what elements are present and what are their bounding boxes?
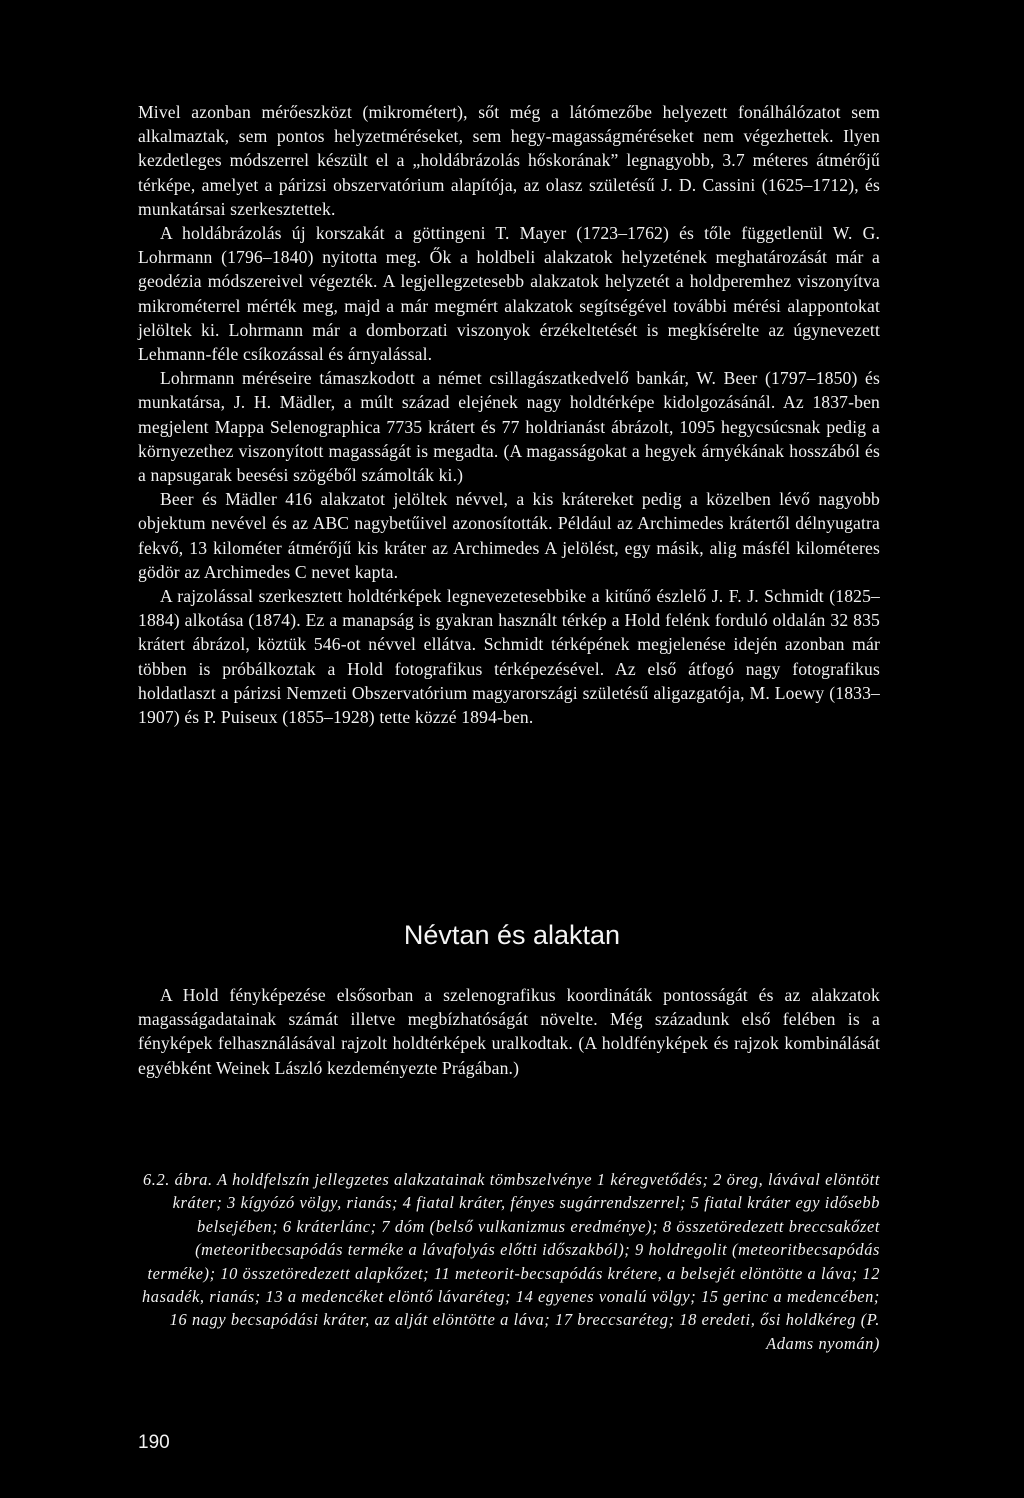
paragraph-2: A holdábrázolás új korszakát a göttingeni T. Mayer (1723–1762) és tőle függetlenül W. G. Lohrmann (1796–1840) nyitotta meg. Ők a holdbeli alakzatok helyzetének meghatározását már a geodézia módszereivel végezték. A legjellegzetesebb alakzatok helyzetét a holdperemhez viszonyítva mikrométerrel mérték meg, majd a már megmért alakzatok segítségével további mérési alappontokat jelöltek ki. Lohrmann már a domborzati viszonyok érzékeltetését is megkísérelte az úgynevezett Lehmann-féle csíkozással és árnyalással.: [138, 223, 880, 365]
page-number: 190: [138, 1432, 170, 1453]
figure-caption: [138, 1168, 880, 1355]
paragraph-3: Lohrmann méréseire támaszkodott a német csillagászatkedvelő bankár, W. Beer (1797–1850) és munkatársa, J. H. Mädler, a múlt század elejének nagy holdtérképe kidolgozásánál. Az 1837-ben megjelent Mappa Selenographica 7735 krátert és 77 holdrianást ábrázolt, 1095 hegycsúcsnak pedig a környezethez viszonyított magasságát is megadta. (A magasságokat a hegyek árnyékának hosszából és a napsugarak beesési szögéből számolták ki.): [138, 368, 880, 486]
paragraph-5: A rajzolással szerkesztett holdtérképek legnevezetesebbike a kitűnő észlelő J. F. J. Schmidt (1825–1884) alkotása (1874). Ez a manapság is gyakran használt térkép a Hold felénk forduló oldalán 32 835 krátert ábrázol, köztük 546-ot névvel ellátva. Schmidt térképének megjelenése idején azonban már többen is próbálkoztak a Hold fotografikus térképezésével. Az első átfogó nagy fotografikus holdatlaszt a párizsi Nemzeti Obszervatórium magyarországi születésű aligazgatója, M. Loewy (1833–1907) és P. Puiseux (1855–1928) tette közzé 1894-ben.: [138, 586, 880, 728]
figure-caption-text: A holdfelszín jellegzetes alakzatainak tömbszelvénye 1 kéregvetődés; 2 öreg, lávával elöntött kráter; 3 kígyózó völgy, rianás; 4 fiatal kráter, fényes sugárrendszerrel; 5 fiatal kráter egy idősebb belsejében; 6 kráterlánc; 7 dóm (belső vulkanizmus eredménye); 8 összetöredezett breccsakőzet (meteoritbecsapódás terméke a lávafolyás előtti időszakból); 9 holdregolit (meteoritbecsapódás terméke); 10 összetöredezett alapkőzet; 11 meteorit-becsapódás krétere, a belsejét elöntötte a láva; 12 hasadék, rianás; 13 a medencéket elöntő lávaréteg; 14 egyenes vonalú völgy; 15 gerinc a medencében; 16 nagy becsapódási kráter, az alját elöntötte a láva; 17 breccsaréteg; 18 eredeti, ősi holdkéreg (P. Adams nyomán): [141, 1170, 880, 1353]
section-paragraph-1: A Hold fényképezése elsősorban a szelenografikus koordináták pontosságát és az alakzatok magasságadatainak számát illetve megbízhatóságát növelte. Még századunk első felében is a fényképek felhasználásával rajzolt holdtérképek uralkodtak. (A holdfényképek és rajzok kombinálását egyébként Weinek László kezdeményezte Prágában.): [138, 985, 880, 1078]
section-heading: Névtan és alaktan: [403, 920, 621, 950]
figure-label: 6.2. ábra.: [142, 1170, 213, 1189]
paragraph-1: Mivel azonban mérőeszközt (mikrométert), sőt még a látómezőbe helyezett fonálhálózatot sem alkalmaztak, sem pontos helyzetméréseket, sem hegy-magasságméréseket nem végezhettek. Ilyen kezdetleges módszerrel készült el a „holdábrázolás hőskorának” legnagyobb, 3.7 méteres átmérőjű térképe, amelyet a párizsi obszervatórium alapítója, az olasz születésű J. D. Cassini (1625–1712), és munkatársai szerkesztettek.: [138, 102, 880, 219]
section-text: [138, 983, 880, 1080]
paragraph-4: Beer és Mädler 416 alakzatot jelöltek névvel, a kis krátereket pedig a közelben lévő nagyobb objektum nevével és az ABC nagybetűivel azonosították. Például az Archimedes krátertől délnyugatra fekvő, 13 kilométer átmérőjű kis kráter az Archimedes A jelölést, egy másik, alig másfél kilométeres gödör az Archimedes C nevet kapta.: [138, 489, 880, 582]
main-text: [138, 100, 880, 729]
